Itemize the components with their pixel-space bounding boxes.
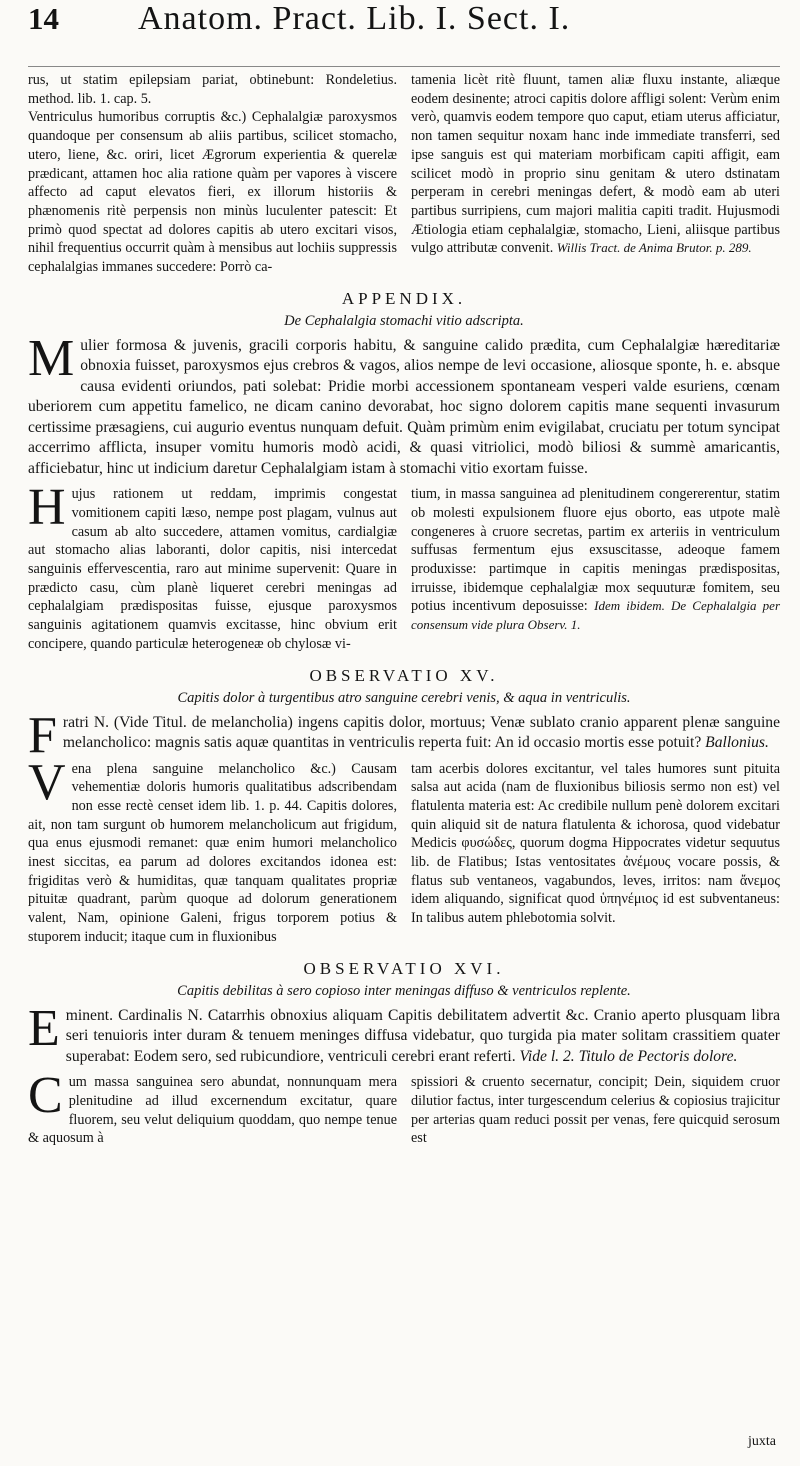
paragraph <box>28 1067 397 1148</box>
catchword: juxta <box>748 1434 776 1449</box>
paragraph <box>411 71 780 258</box>
appendix-columns <box>28 479 781 653</box>
drop-cap: M <box>28 329 75 387</box>
running-head: Anatom. Pract. Lib. I. Sect. I. <box>138 0 571 37</box>
obs16-columns <box>28 1067 780 1148</box>
citation: Idem ibidem. De Cephalalgia per consensum vide plura Observ. 1. <box>411 598 781 633</box>
left-column <box>28 71 397 277</box>
right-column <box>411 760 780 947</box>
paragraph-text: tium, in massa sanguinea ad plenitudinem congererentur, statim ob molesti expulsionem fluore ejus oborto, eas utpote malè congeneres à cruore secretas, partim ex arteriis in ventriculum suffusas fermentum ejus exsuscitasse, adeoque famem produxisse: partimque in capitis meningas prædispositas, irruisse, ibidemque cephalalgiæ mox sequuturæ fomitem, seu potius incentivum deposuisse: <box>411 486 780 615</box>
paragraph <box>28 706 780 764</box>
full-width-block <box>28 329 780 480</box>
paragraph-text: um massa sanguinea sero abundat, nonnunquam mera plenitudine ad illud excernendum excitatur, quare fluorem, seu velut deliquium quoddam, quo nempe tenue & aquosum à <box>28 1074 397 1147</box>
paragraph: rus, ut statim epilepsiam pariat, obtinebunt: Rondeletius. method. lib. 1. cap. 5. <box>28 72 397 107</box>
page-header <box>28 0 780 67</box>
paragraph: tam acerbis dolores excitantur, vel tales humores sunt pituita salsa aut acida (nam de fluxionibus biliosis sermo non est) vel flatulenta materia est: Ac credibile nullum penè dolorem excitari quin aliquid sit de natura flatulenta & ichorosa, quod videbatur Medicis φυσώδες, quorum dogma Hippocrates videtur sequutus lib. de Flatibus; Istas ventositates ἀνέμους vocare possis, & flatus sub ventaneos, vagabundos, leves, irritos: nam ἄνεμος idem aliquando, significat quod ὑπηνέμιος id est subventaneus: In talibus autem phlebotomia solvit. <box>411 760 780 927</box>
paragraph <box>411 485 780 635</box>
paragraph <box>28 479 397 653</box>
section-subtitle: De Cephalalgia stomachi vitio adscripta. <box>284 312 524 329</box>
section-title: OBSERVATIO XVI. <box>303 958 505 978</box>
full-width-block <box>28 706 780 764</box>
section-subtitle: Capitis debilitas à sero copioso inter meningas diffuso & ventriculos replente. <box>177 982 631 999</box>
drop-cap: V <box>28 753 66 811</box>
drop-cap: F <box>28 706 57 764</box>
paragraph: spissiori & cruento secernatur, concipit; Dein, siquidem cruor dilutior factus, inter turgescendum celerius & copiosius trajicitur per arterias quam reduci possit per venas, fere quicquid serosum est <box>411 1074 780 1147</box>
left-column <box>28 479 397 653</box>
paragraph <box>28 999 780 1068</box>
drop-cap: H <box>28 479 66 537</box>
top-columns <box>28 71 780 277</box>
paragraph: Ventriculus humoribus corruptis &c.) Cephalalgiæ paroxysmos quandoque per consensum ab aliis partibus, scilicet stomacho, utero, liene, &c. oriri, licet Ægrorum experientia & querelæ prædicant, attamen hoc alia ratione quàm per vapores à viscere affecto ad caput elevatos fieri, ex illorum historiis & phænomenis ritè perpensis non minùs luculenter patescit: Et primò quod spectat ad dolores capitis ab utero excitari visos, nihil frequentius occurrit quàm à mensibus aut lochiis suppressis cephalalgias immanes succedere: Porrò ca- <box>28 109 397 276</box>
right-column <box>411 71 780 277</box>
page-number: 14 <box>28 1 59 36</box>
paragraph-text: ena plena sanguine melancholico &c.) Causam vehementiæ doloris humoris qualitatibus adscribendam non esse rectè censet idem lib. 1. p. 44. Capitis dolores, ait, non tam surgunt ob humorem melancholicum aut frigidum, qua enus ejusmodi remanet: quæ enim humori melancholico inest siccitas, ea parum ad dolores excitandos idonea est: frigiditas verò & humiditas, quæ tanquam qualitates propriæ pituitæ quadrant, parùm quoque ad dolorum generationem valent, Nam, opinione Galeni, frigus torporem potius & stuporem inducit; itaque cum in fluxionibus <box>28 760 397 945</box>
drop-cap: C <box>28 1067 63 1125</box>
section-title: OBSERVATIO XV. <box>309 665 499 685</box>
section-subtitle: Capitis dolor à turgentibus atro sanguine cerebri venis, & aqua in ventriculis. <box>177 689 631 706</box>
left-column <box>28 753 397 947</box>
obs15-columns <box>28 753 780 947</box>
paragraph <box>28 329 780 480</box>
drop-cap: E <box>28 999 60 1057</box>
paragraph <box>28 753 397 947</box>
section-title: APPENDIX. <box>341 288 467 308</box>
paragraph-text: ratri N. (Vide Titul. de melancholia) ingens capitis dolor, mortuus; Venæ sublato cranio apparent plenæ sanguine melancholico: magnis satis aquæ quantitas in ventriculis reperta fuit: An id occasio mortis esse potuit? <box>62 713 780 752</box>
left-column <box>28 1067 397 1148</box>
full-width-block <box>28 999 780 1068</box>
paragraph-text: ujus rationem ut reddam, imprimis congestat vomitionem capiti læso, nempe post plagam, vulnus aut casum ab alto succedere, attamen vomitus, cardialgiæ aut stomacho alias laboranti, dolor capitis, nisi intercedat sanguinis effervescentia, raro aut minime supervenit: Quare in prædicto casu, cùm planè liqueret cerebri meningas ad cephalalgiam prædispositas fuisse, ejusque paroxysmos sanguinis agitationem quamvis excitasse, hinc obvium erit concipere, quando particulæ heterogeneæ ob chylosæ vi- <box>28 486 397 652</box>
paragraph-text: ulier formosa & juvenis, gracili corporis habitu, & sanguine calido prædita, cum Cephalalgiæ hæreditariæ obnoxia fuisset, paroxysmos ejus crebros & vagos, alios nempe de levi occasione, aliosque sponte, h. e. absque causa evidenti oriundos, pati solebat: Pridie morbi accessionem spontaneam vesperi valde esuriens, cœnam uberiorem cum appetitu famelico, ne dicam canino devorabat, hoc signo dolorem capitis mane sequenti invasurum certissime præsagiens, cui augurio eventus nunquam defuit. Quàm primùm enim evigilabat, cruciatu per totum syncipat accerrimo afflicta, insuper vomitu humoris modò acidi, & quasi vitriolici, modò biliosi & summè amaricantis, afficiebatur, hinc ut indicium daretur Cephalalgiam istam à stomachi vitio exortam fuisse. <box>28 336 780 477</box>
citation: Vide l. 2. Titulo de Pectoris dolore. <box>519 1047 738 1065</box>
right-column <box>411 1073 780 1148</box>
paragraph-text: minent. Cardinalis N. Catarrhis obnoxius aliquam Capitis debilitatem advertit &c. Cranio aperto plusquam libra seri tenuioris inter duram & tenuem meninges diffusa videbatur, quo turgida pia mater solitam crassitiem quater superabat: Eodem sero, sed rubicundiore, ventriculi cerebri erant referti. <box>65 1006 780 1065</box>
paragraph-text: tamenia licèt ritè fluunt, tamen aliæ fluxu instante, aliæque eodem desinente; atroci capitis dolore affligi solent: Verùm enim verò, quamvis eodem tempore quo caput, etiam uterus afficiatur, non tamen sequitur noxam hanc inde immediate transferri, sed ipse sanguis est qui materiam morbificam capiti affigit, eam scilicet modò in proprio sinu genitam & utero dstinatam perperam in cerebri meningas defert, & modò eam ab uteri partibus surripiens, cum majori malitia capiti tradit. Hujusmodi Ætiologia etiam cephalalgiæ, stomacho, Lieni, aliisque partibus vulgo attributæ convenit. <box>411 72 780 257</box>
right-column <box>411 485 780 653</box>
citation: Ballonius. <box>705 734 769 752</box>
citation: Willis Tract. de Anima Brutor. p. 289. <box>556 240 752 256</box>
